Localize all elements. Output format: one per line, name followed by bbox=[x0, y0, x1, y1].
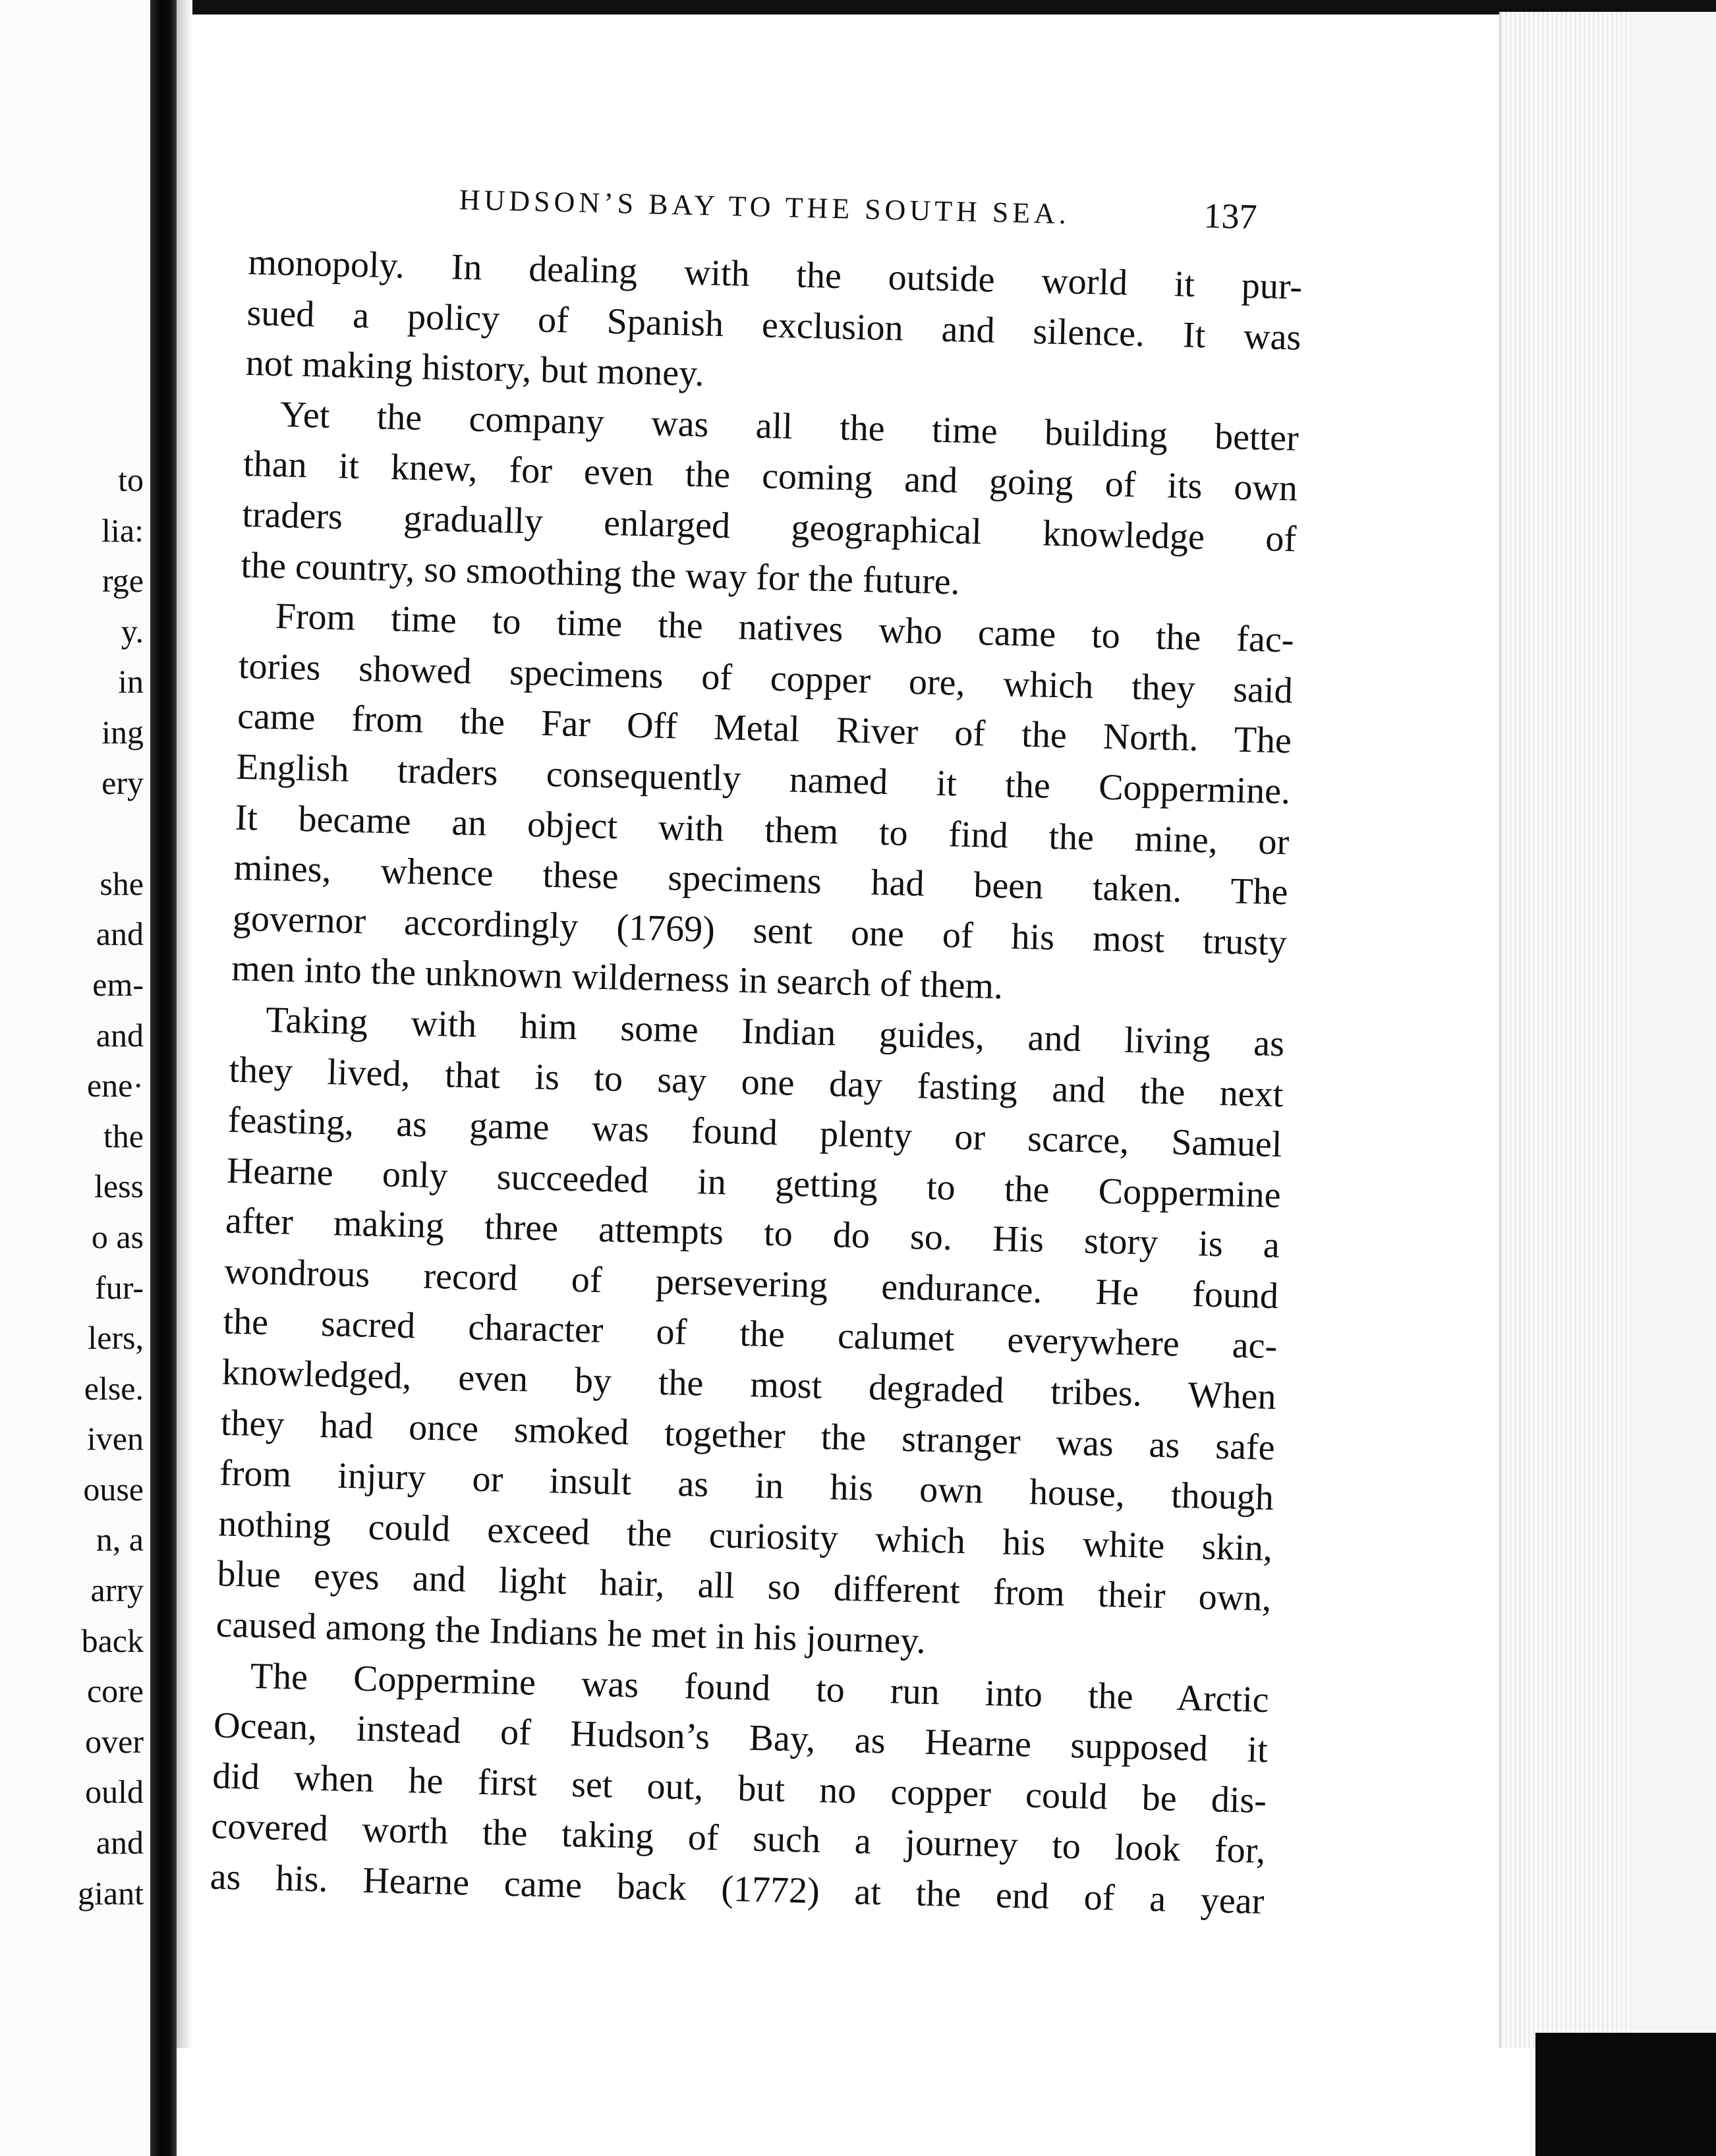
facing-page-fragment bbox=[0, 808, 144, 859]
facing-page-fragment: core bbox=[86, 1672, 144, 1710]
text-line: From time to time the natives who came to the fac- bbox=[275, 596, 1295, 661]
text-line: nothing could exceed the curiosity which his white skin, bbox=[217, 1503, 1273, 1569]
facing-page-fragment: ery bbox=[101, 764, 144, 801]
text-line: came from the Far Off Metal River of the North. The bbox=[237, 696, 1292, 762]
page-edge-stack bbox=[1499, 12, 1632, 2048]
text-line: than it knew, for even the coming and going of its own bbox=[243, 443, 1298, 509]
text-line: men into the unknown wilderness in search of them. bbox=[231, 948, 1004, 1007]
facing-page-fragment: ould bbox=[85, 1773, 144, 1811]
text-line: Hearne only succeeded in getting to the Coppermine bbox=[226, 1150, 1282, 1216]
book-page-137 bbox=[210, 165, 1305, 1927]
body-text bbox=[210, 237, 1303, 1927]
text-line: covered worth the taking of such a journey to look for, bbox=[210, 1805, 1266, 1872]
text-line: feasting, as game was found plenty or scarce, Samuel bbox=[227, 1099, 1283, 1166]
facing-page-fragment: em- bbox=[92, 965, 144, 1003]
text-line: they had once smoked together the stranger was as safe bbox=[220, 1402, 1276, 1468]
facing-page-fragment: ouse bbox=[83, 1470, 144, 1508]
text-line: English traders consequently named it the Coppermine. bbox=[235, 746, 1291, 812]
text-line: Taking with him some Indian guides, and living as bbox=[265, 999, 1285, 1065]
facing-left-page bbox=[0, 0, 150, 2156]
text-line: after making three attempts to do so. His story is a bbox=[225, 1200, 1280, 1266]
facing-page-line-endings bbox=[0, 455, 144, 1918]
gutter-shadow bbox=[177, 0, 192, 2156]
right-page-margin bbox=[1631, 12, 1716, 2156]
facing-page-fragment: less bbox=[94, 1168, 144, 1205]
facing-page-fragment: in bbox=[118, 663, 144, 700]
facing-page-fragment: ing bbox=[101, 713, 144, 751]
book-gutter bbox=[150, 0, 177, 2156]
text-line: wondrous record of persevering endurance. He found bbox=[223, 1251, 1279, 1317]
facing-page-fragment: y. bbox=[121, 612, 144, 650]
facing-page-fragment: lers, bbox=[88, 1319, 144, 1357]
facing-page-fragment: iven bbox=[86, 1420, 144, 1458]
text-line: Yet the company was all the time building better bbox=[279, 393, 1300, 459]
facing-page-fragment: arry bbox=[90, 1572, 144, 1609]
facing-page-fragment: back bbox=[81, 1622, 144, 1659]
facing-page-fragment: rge bbox=[102, 562, 144, 600]
facing-page-fragment: and bbox=[96, 915, 144, 953]
facing-page-fragment: else. bbox=[84, 1369, 144, 1407]
facing-page-fragment: over bbox=[85, 1722, 144, 1760]
text-line: Ocean, instead of Hudson’s Bay, as Hearne supposed it bbox=[213, 1705, 1269, 1771]
facing-page-fragment: fur- bbox=[95, 1268, 144, 1306]
text-line: The Coppermine was found to run into the Arctic bbox=[250, 1655, 1270, 1720]
text-line: the country, so smoothing the way for the future. bbox=[240, 544, 961, 603]
text-line: from injury or insult as in his own house, though bbox=[219, 1452, 1274, 1519]
text-line: governor accordingly (1769) sent one of his most trusty bbox=[232, 897, 1288, 964]
text-line: knowledged, even by the most degraded tribes. When bbox=[221, 1351, 1277, 1418]
scan-top-edge bbox=[0, 0, 1716, 14]
text-line: did when he first set out, but no copper could be dis- bbox=[212, 1755, 1267, 1821]
facing-page-fragment: the bbox=[103, 1117, 144, 1154]
facing-page-fragment: she bbox=[100, 865, 144, 902]
facing-page-fragment: and bbox=[96, 1824, 144, 1861]
text-line: tories showed specimens of copper ore, which they said bbox=[238, 645, 1294, 712]
text-line: the sacred character of the calumet everywhere ac- bbox=[222, 1301, 1278, 1367]
bottom-page-margin bbox=[177, 2048, 1560, 2156]
text-line: as his. Hearne came back (1772) at the end of a year bbox=[210, 1856, 1265, 1922]
text-line: mines, whence these specimens had been taken. The bbox=[233, 847, 1289, 913]
text-line: traders gradually enlarged geographical knowledge of bbox=[241, 494, 1297, 560]
text-line: caused among the Indians he met in his journey. bbox=[215, 1604, 927, 1662]
facing-page-fragment: ene· bbox=[86, 1067, 144, 1104]
facing-page-fragment: giant bbox=[78, 1874, 144, 1912]
text-line: monopoly. In dealing with the outside world it pur- bbox=[247, 241, 1303, 308]
facing-page-fragment: lia: bbox=[101, 511, 144, 549]
text-line: It became an object with them to find the mine, or bbox=[234, 797, 1290, 863]
facing-page-fragment: to bbox=[118, 461, 144, 498]
page-number: 137 bbox=[1203, 196, 1258, 237]
scan-corner-shadow bbox=[1535, 2033, 1716, 2156]
text-line: sued a policy of Spanish exclusion and silence. It was bbox=[246, 292, 1301, 358]
text-line: blue eyes and light hair, all so different from their own, bbox=[216, 1553, 1272, 1620]
running-head-title: HUDSON’S BAY TO THE SOUTH SEA. bbox=[459, 183, 1071, 231]
facing-page-fragment: n, a bbox=[96, 1521, 144, 1558]
facing-page-fragment: o as bbox=[91, 1218, 144, 1255]
text-line: not making history, but money. bbox=[245, 343, 705, 395]
facing-page-fragment: and bbox=[96, 1016, 144, 1054]
text-line: they lived, that is to say one day fasting and the next bbox=[228, 1049, 1284, 1115]
